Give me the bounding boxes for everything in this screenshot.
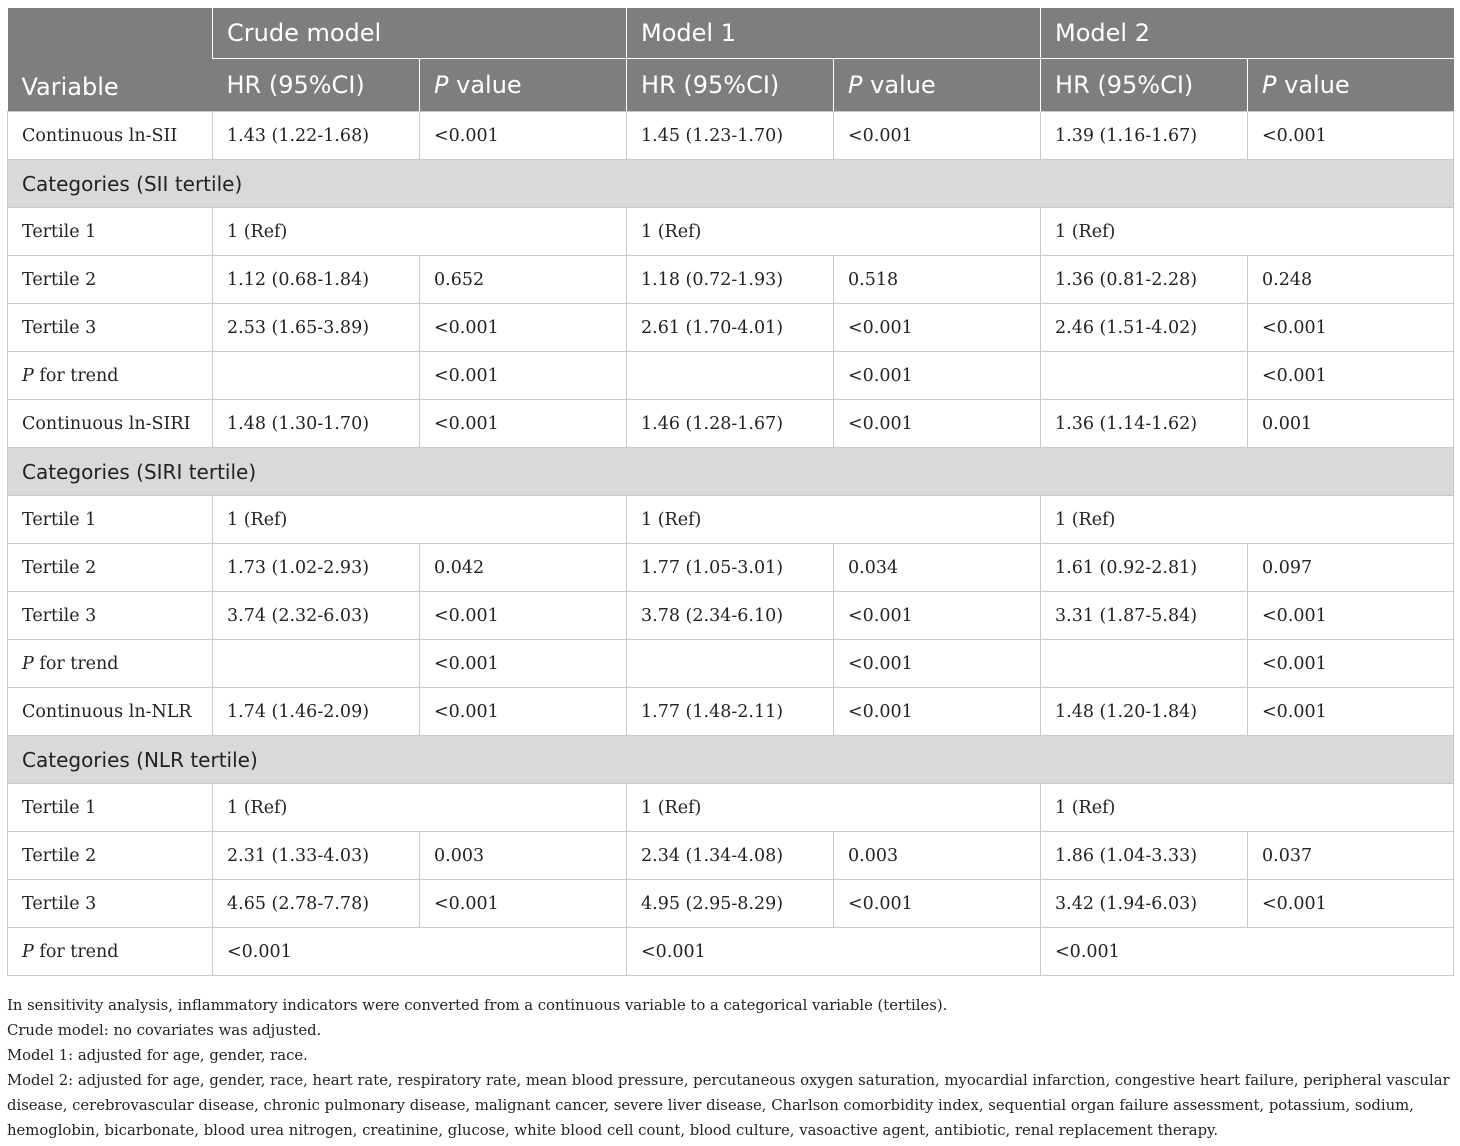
p-value-cell: <0.001 — [834, 688, 1041, 736]
p-value-cell: <0.001 — [1248, 592, 1454, 640]
p-value-cell: <0.001 — [834, 640, 1041, 688]
row-label: Tertile 2 — [8, 256, 213, 304]
row-label: Continuous ln-NLR — [8, 688, 213, 736]
p-value-cell: <0.001 — [1248, 688, 1454, 736]
hr-cell: 3.42 (1.94-6.03) — [1041, 880, 1248, 928]
p-value-cell: <0.001 — [1248, 352, 1454, 400]
p-trend-cell: <0.001 — [213, 928, 627, 976]
table-row — [8, 256, 1454, 304]
variable-column-header: Variable — [8, 8, 213, 112]
hr-cell: 2.61 (1.70-4.01) — [627, 304, 834, 352]
p-value-cell: <0.001 — [834, 592, 1041, 640]
hr-cell — [627, 640, 834, 688]
p-value-cell: <0.001 — [420, 304, 627, 352]
category-row — [8, 736, 1454, 784]
p-value-cell: <0.001 — [420, 880, 627, 928]
p-value-cell: <0.001 — [420, 112, 627, 160]
reference-cell: 1 (Ref) — [627, 784, 1041, 832]
model-2-header: Model 2 — [1041, 8, 1454, 59]
p-value-cell: <0.001 — [1248, 304, 1454, 352]
hr-cell — [627, 352, 834, 400]
table-row — [8, 304, 1454, 352]
p-value-column-header: P value — [834, 59, 1041, 112]
p-value-cell: 0.001 — [1248, 400, 1454, 448]
table-row — [8, 784, 1454, 832]
category-row — [8, 160, 1454, 208]
row-label: Tertile 3 — [8, 304, 213, 352]
category-label: Categories (NLR tertile) — [8, 736, 1454, 784]
row-label: P for trend — [8, 928, 213, 976]
p-value-cell: <0.001 — [420, 400, 627, 448]
p-value-cell: <0.001 — [1248, 112, 1454, 160]
reference-cell: 1 (Ref) — [1041, 496, 1454, 544]
row-label: Tertile 2 — [8, 544, 213, 592]
hr-column-header: HR (95%CI) — [213, 59, 420, 112]
hr-cell: 1.48 (1.20-1.84) — [1041, 688, 1248, 736]
row-label: Tertile 3 — [8, 880, 213, 928]
hr-cell: 1.36 (0.81-2.28) — [1041, 256, 1248, 304]
row-label: Tertile 1 — [8, 208, 213, 256]
p-value-cell: 0.003 — [420, 832, 627, 880]
row-label: Tertile 1 — [8, 784, 213, 832]
hr-cell: 3.74 (2.32-6.03) — [213, 592, 420, 640]
p-value-cell: 0.652 — [420, 256, 627, 304]
p-value-cell: 0.097 — [1248, 544, 1454, 592]
crude-model-header: Crude model — [213, 8, 627, 59]
row-label: Tertile 2 — [8, 832, 213, 880]
category-label: Categories (SIRI tertile) — [8, 448, 1454, 496]
hr-column-header: HR (95%CI) — [627, 59, 834, 112]
table-footnotes — [7, 993, 1453, 1143]
table-row — [8, 832, 1454, 880]
hr-cell: 3.78 (2.34-6.10) — [627, 592, 834, 640]
p-value-cell: <0.001 — [420, 592, 627, 640]
p-value-cell: 0.034 — [834, 544, 1041, 592]
row-label: Tertile 3 — [8, 592, 213, 640]
hr-cell: 1.77 (1.05-3.01) — [627, 544, 834, 592]
table-row — [8, 208, 1454, 256]
table-row — [8, 880, 1454, 928]
hr-cell: 1.61 (0.92-2.81) — [1041, 544, 1248, 592]
category-label: Categories (SII tertile) — [8, 160, 1454, 208]
hr-cell: 4.65 (2.78-7.78) — [213, 880, 420, 928]
footnote: In sensitivity analysis, inflammatory indicators were converted from a continuous variable to a categorical variable (tertiles). — [7, 997, 948, 1014]
hr-cell: 1.73 (1.02-2.93) — [213, 544, 420, 592]
p-value-cell: 0.037 — [1248, 832, 1454, 880]
p-value-cell: <0.001 — [834, 880, 1041, 928]
footnote: Model 1: adjusted for age, gender, race. — [7, 1047, 308, 1064]
reference-cell: 1 (Ref) — [213, 208, 627, 256]
table-header — [8, 8, 1454, 112]
hazard-ratio-table — [7, 8, 1454, 976]
p-value-cell: <0.001 — [834, 400, 1041, 448]
model-1-header: Model 1 — [627, 8, 1041, 59]
p-value-column-header: P value — [1248, 59, 1454, 112]
hr-cell — [213, 640, 420, 688]
hr-cell: 1.48 (1.30-1.70) — [213, 400, 420, 448]
p-trend-cell: <0.001 — [1041, 928, 1454, 976]
reference-cell: 1 (Ref) — [1041, 208, 1454, 256]
hr-cell: 1.39 (1.16-1.67) — [1041, 112, 1248, 160]
row-label: Continuous ln-SIRI — [8, 400, 213, 448]
p-trend-cell: <0.001 — [627, 928, 1041, 976]
reference-cell: 1 (Ref) — [1041, 784, 1454, 832]
hr-cell: 1.12 (0.68-1.84) — [213, 256, 420, 304]
p-value-cell: 0.518 — [834, 256, 1041, 304]
hr-cell: 4.95 (2.95-8.29) — [627, 880, 834, 928]
table-row — [8, 400, 1454, 448]
p-value-cell: <0.001 — [420, 688, 627, 736]
table-row — [8, 688, 1454, 736]
hr-cell — [213, 352, 420, 400]
hr-cell: 1.77 (1.48-2.11) — [627, 688, 834, 736]
reference-cell: 1 (Ref) — [627, 208, 1041, 256]
hr-cell: 2.34 (1.34-4.08) — [627, 832, 834, 880]
table-body — [8, 112, 1454, 976]
hr-column-header: HR (95%CI) — [1041, 59, 1248, 112]
table-row — [8, 928, 1454, 976]
hr-cell: 1.86 (1.04-3.33) — [1041, 832, 1248, 880]
reference-cell: 1 (Ref) — [627, 496, 1041, 544]
table-container — [7, 8, 1453, 976]
p-value-cell: <0.001 — [834, 112, 1041, 160]
table-row — [8, 496, 1454, 544]
footnote: Model 2: adjusted for age, gender, race, heart rate, respiratory rate, mean blood pressure, percutaneous oxygen saturation, myocardial infarction, congestive heart failure, peripheral vascular disease, cerebrovascular disease, chronic pulmonary disease, malignant cancer, severe liver disease, Charlson comorbidity index, sequential organ failure assessment, potassium, sodium, hemoglobin, bicarbonate, blood urea nitrogen, creatinine, glucose, white blood cell count, blood culture, vasoactive agent, antibiotic, renal replacement therapy. — [7, 1072, 1450, 1139]
hr-cell: 1.46 (1.28-1.67) — [627, 400, 834, 448]
p-value-cell: <0.001 — [834, 304, 1041, 352]
category-row — [8, 448, 1454, 496]
reference-cell: 1 (Ref) — [213, 496, 627, 544]
table-row — [8, 352, 1454, 400]
table-row — [8, 592, 1454, 640]
row-label: Continuous ln-SII — [8, 112, 213, 160]
p-value-cell: <0.001 — [420, 352, 627, 400]
p-value-cell: <0.001 — [420, 640, 627, 688]
p-value-cell: <0.001 — [834, 352, 1041, 400]
p-value-column-header: P value — [420, 59, 627, 112]
row-label: P for trend — [8, 352, 213, 400]
reference-cell: 1 (Ref) — [213, 784, 627, 832]
row-label: Tertile 1 — [8, 496, 213, 544]
hr-cell: 3.31 (1.87-5.84) — [1041, 592, 1248, 640]
hr-cell: 1.45 (1.23-1.70) — [627, 112, 834, 160]
hr-cell: 2.53 (1.65-3.89) — [213, 304, 420, 352]
hr-cell — [1041, 352, 1248, 400]
p-value-cell: <0.001 — [1248, 640, 1454, 688]
p-value-cell: 0.042 — [420, 544, 627, 592]
hr-cell: 1.36 (1.14-1.62) — [1041, 400, 1248, 448]
hr-cell: 1.43 (1.22-1.68) — [213, 112, 420, 160]
p-value-cell: <0.001 — [1248, 880, 1454, 928]
hr-cell — [1041, 640, 1248, 688]
hr-cell: 1.18 (0.72-1.93) — [627, 256, 834, 304]
table-row — [8, 640, 1454, 688]
hr-cell: 2.31 (1.33-4.03) — [213, 832, 420, 880]
row-label: P for trend — [8, 640, 213, 688]
p-value-cell: 0.003 — [834, 832, 1041, 880]
footnote: Crude model: no covariates was adjusted. — [7, 1022, 322, 1039]
table-row — [8, 112, 1454, 160]
table-row — [8, 544, 1454, 592]
p-value-cell: 0.248 — [1248, 256, 1454, 304]
hr-cell: 2.46 (1.51-4.02) — [1041, 304, 1248, 352]
hr-cell: 1.74 (1.46-2.09) — [213, 688, 420, 736]
